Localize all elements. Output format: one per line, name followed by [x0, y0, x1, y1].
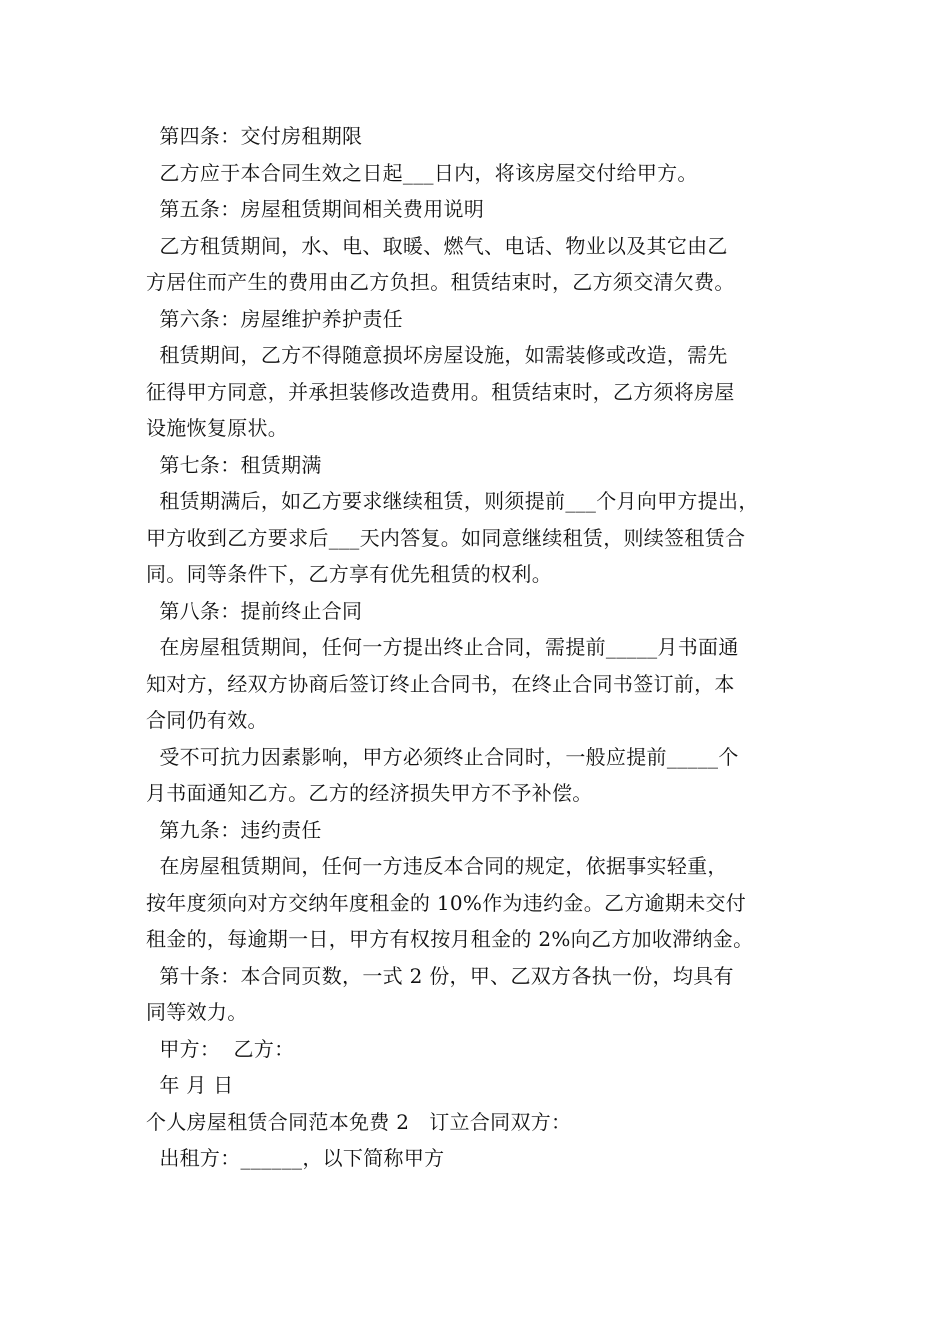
signature-date: 年 月 日 — [146, 1073, 234, 1097]
paragraph-line: 设施恢复原状。 — [146, 416, 289, 440]
paragraph-line: 在房屋租赁期间，任何一方违反本合同的规定，依据事实轻重， — [146, 854, 728, 878]
paragraph-line: 乙方应于本合同生效之日起___日内，将该房屋交付给甲方。 — [146, 160, 698, 185]
paragraph-line: 方居住而产生的费用由乙方负担。租赁结束时，乙方须交清欠费。 — [146, 270, 735, 294]
paragraph-line: 乙方租赁期间，水、电、取暖、燃气、电话、物业以及其它由乙 — [146, 233, 728, 258]
contract-text — [146, 118, 826, 1177]
lessor-line: 出租方：______，以下简称甲方 — [146, 1146, 445, 1170]
paragraph-line: 合同仍有效。 — [146, 708, 268, 732]
paragraph-line: 租赁期间，乙方不得随意损坏房屋设施，如需装修或改造，需先 — [146, 343, 728, 367]
paragraph-line: 同。同等条件下，乙方享有优先租赁的权利。 — [146, 562, 552, 586]
paragraph-line: 征得甲方同意，并承担装修改造费用。租赁结束时，乙方须将房屋 — [146, 379, 735, 404]
paragraph-line: 月书面通知乙方。乙方的经济损失甲方不予补偿。 — [146, 781, 593, 805]
paragraph-line: 租金的，每逾期一日，甲方有权按月租金的 2%向乙方加收滞纳金。 — [146, 927, 754, 951]
heading-article-5: 第五条：房屋租赁期间相关费用说明 — [146, 197, 485, 221]
heading-article-10: 第十条：本合同页数，一式 2 份，甲、乙双方各执一份，均具有 — [146, 963, 734, 988]
paragraph-line: 租赁期满后，如乙方要求继续租赁，则须提前___个月向甲方提出， — [146, 489, 759, 513]
paragraph-line: 同等效力。 — [146, 1000, 248, 1024]
paragraph-line: 按年度须向对方交纳年度租金的 10%作为违约金。乙方逾期未交付 — [146, 890, 747, 915]
heading-article-4: 第四条：交付房租期限 — [146, 124, 363, 148]
heading-article-7: 第七条：租赁期满 — [146, 452, 322, 477]
paragraph-line: 在房屋租赁期间，任何一方提出终止合同，需提前_____月书面通 — [146, 635, 739, 659]
contract-2-title: 个人房屋租赁合同范本免费 2 订立合同双方： — [146, 1109, 572, 1134]
paragraph-line: 甲方收到乙方要求后___天内答复。如同意继续租赁，则续签租赁合 — [146, 525, 746, 550]
paragraph-line: 知对方，经双方协商后签订终止合同书，在终止合同书签订前，本 — [146, 671, 735, 696]
signature-parties: 甲方： 乙方： — [146, 1036, 295, 1061]
heading-article-6: 第六条：房屋维护养护责任 — [146, 306, 403, 331]
heading-article-9: 第九条：违约责任 — [146, 817, 322, 842]
paragraph-line: 受不可抗力因素影响，甲方必须终止合同时，一般应提前_____个 — [146, 744, 739, 769]
heading-article-8: 第八条：提前终止合同 — [146, 598, 363, 623]
